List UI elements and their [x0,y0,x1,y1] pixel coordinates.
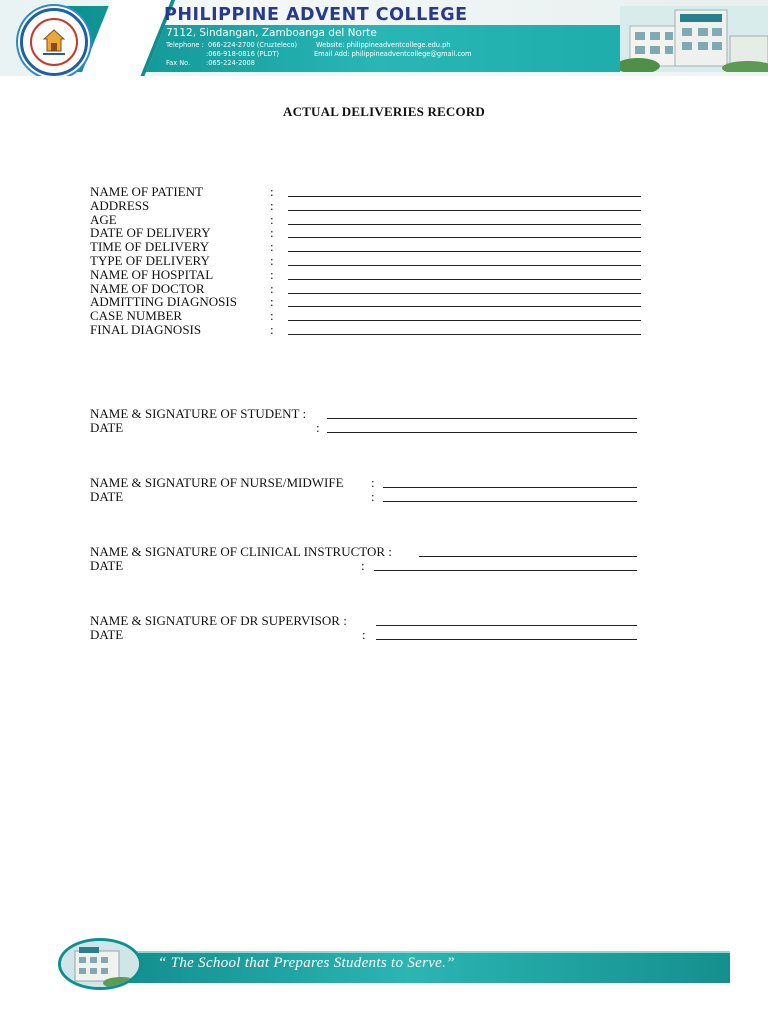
field-label: TYPE OF DELIVERY [90,252,210,268]
instructor-date-label: DATE [90,558,124,573]
instructor-date-line[interactable] [374,570,637,571]
fax-number: :065-224-2008 [206,59,255,67]
field-colon: : [270,252,274,268]
college-motto: “ The School that Prepares Students to Serve.” [158,955,455,971]
nurse-date-label: DATE [90,489,124,504]
field-colon: : [270,308,274,324]
field-label: ADDRESS [90,197,150,213]
campus-building-icon [620,6,768,72]
supervisor-date-line[interactable] [376,639,637,640]
footer-building-icon [61,941,139,987]
fax-label: Fax No. [166,59,191,67]
field-label: DATE OF DELIVERY [90,225,211,241]
instructor-date-colon: : [361,558,365,573]
college-address: 7112, Sindangan, Zamboanga del Norte [166,27,377,39]
instructor-signature-label: NAME & SIGNATURE OF CLINICAL INSTRUCTOR : [90,544,392,559]
field-label: CASE NUMBER [90,308,183,324]
telephone-1: 066-224-2700 (Cruzteleco) [208,41,298,49]
telephone-2: :066-918-0816 (PLDT) [206,50,279,58]
nurse-signature-block [90,475,375,504]
field-label: AGE [90,211,117,227]
field-blank-line[interactable] [288,293,641,294]
field-label: FINAL DIAGNOSIS [90,321,202,337]
nurse-signature-label: NAME & SIGNATURE OF NURSE/MIDWIFE [90,475,344,490]
student-signature-block [90,406,320,435]
field-blank-line[interactable] [288,334,641,335]
student-date-line[interactable] [327,432,637,433]
nurse-date-line[interactable] [383,501,637,502]
field-colon: : [270,225,274,241]
nurse-date-colon: : [371,489,375,504]
instructor-signature-block [90,545,392,573]
supervisor-signature-block [90,613,366,642]
nurse-signature-line[interactable] [383,487,637,488]
college-seal-logo [20,8,88,76]
field-blank-line[interactable] [288,196,641,197]
field-colon: : [270,197,274,213]
field-blank-line[interactable] [288,265,641,266]
website: Website: philippineadventcollege.edu.ph [316,41,451,49]
field-label: NAME OF PATIENT [90,184,203,199]
field-label: NAME OF HOSPITAL [90,266,214,282]
field-colon: : [270,321,274,337]
field-blank-line[interactable] [288,237,641,238]
student-signature-line[interactable] [327,418,637,419]
document-title: ACTUAL DELIVERIES RECORD [282,104,485,119]
seal-emblem-icon [39,27,69,57]
supervisor-date-colon: : [362,627,366,642]
email: Email Add: philippineadventcollege@gmail.com [314,50,472,58]
field-blank-line[interactable] [288,210,641,211]
field-colon: : [270,184,274,199]
field-label: ADMITTING DIAGNOSIS [90,294,237,310]
student-date-colon: : [316,420,320,435]
field-blank-line[interactable] [288,320,641,321]
instructor-signature-line[interactable] [419,556,637,557]
supervisor-date-label: DATE [90,627,124,642]
footer-banner [58,938,730,984]
field-label: TIME OF DELIVERY [90,239,210,255]
field-colon: : [270,266,274,282]
field-colon: : [270,211,274,227]
field-colon: : [270,294,274,310]
nurse-signature-colon: : [371,475,375,490]
telephone-label: Telephone : [166,41,204,49]
student-signature-label: NAME & SIGNATURE OF STUDENT : [90,406,307,421]
field-blank-line[interactable] [288,306,641,307]
field-blank-line[interactable] [288,224,641,225]
letterhead [0,0,768,76]
supervisor-signature-line[interactable] [376,625,637,626]
student-date-label: DATE [90,420,124,435]
college-name: PHILIPPINE ADVENT COLLEGE [164,5,468,25]
field-colon: : [270,239,274,255]
footer-building-photo [58,938,142,990]
field-colon: : [270,280,274,296]
field-label: NAME OF DOCTOR [90,280,205,296]
field-blank-line[interactable] [288,279,641,280]
supervisor-signature-label: NAME & SIGNATURE OF DR SUPERVISOR : [90,613,347,628]
field-blank-line[interactable] [288,251,641,252]
